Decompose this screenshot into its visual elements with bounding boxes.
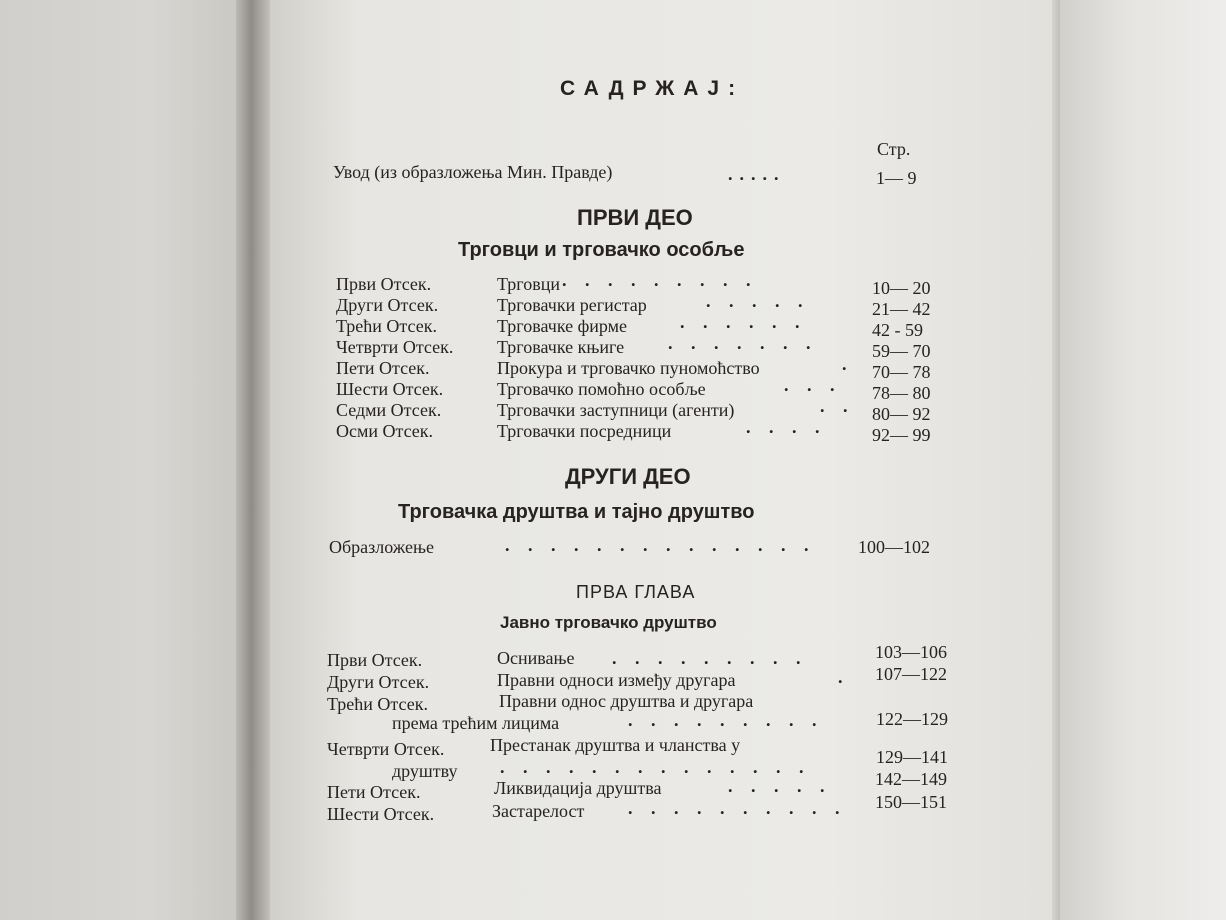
- explanation-label: Образложење: [329, 537, 434, 557]
- section-topic: Прокура и трговачко пуномоћство: [497, 358, 760, 378]
- section-topic: Трговачко помоћно особље: [497, 379, 706, 399]
- section-label: Шести Отсек.: [336, 379, 444, 399]
- intro-pages: 1— 9: [876, 168, 917, 188]
- section-topic: Застарелост: [492, 801, 585, 821]
- dot-leader: . . . . .: [728, 776, 832, 796]
- dot-leader: . . . . . . . . .: [612, 648, 808, 668]
- section-topic: Трговачки заступници (агенти): [497, 400, 735, 420]
- section-pages: 59— 70: [872, 341, 931, 361]
- page-column-label: Стр.: [877, 139, 911, 159]
- intro-leader: .....: [728, 164, 786, 184]
- dot-leader: .: [838, 667, 850, 687]
- section-topic: Трговци: [497, 274, 561, 294]
- section-label: Трећи Отсек.: [327, 694, 428, 714]
- dot-leader: . . . . . . . . .: [562, 270, 758, 290]
- section-label: Први Отсек.: [327, 650, 423, 670]
- dot-leader: . . . . . . .: [668, 333, 818, 353]
- book-gutter: [236, 0, 270, 920]
- part2-heading: ДРУГИ ДЕО: [565, 464, 691, 489]
- explanation-pages: 100—102: [858, 537, 930, 557]
- section-pages: 42 - 59: [872, 320, 923, 340]
- part2-subheading: Трговачка друштва и тајно друштво: [398, 501, 755, 523]
- dot-leader: . . . . . . . . . . . . . .: [505, 535, 816, 555]
- section-topic: Правни однос друштва и другара: [499, 691, 754, 711]
- dot-leader: . . . . . .: [680, 312, 807, 332]
- section-pages: 103—106: [875, 642, 947, 662]
- section-topic-continued: друштву: [392, 761, 458, 781]
- chapter-heading: ПРВА ГЛАВА: [576, 582, 696, 602]
- section-pages: 70— 78: [872, 362, 931, 382]
- section-label: Шести Отсек.: [327, 804, 435, 824]
- section-label: Пети Отсек.: [336, 358, 430, 378]
- section-pages: 142—149: [875, 769, 947, 789]
- section-label: Трећи Отсек.: [336, 316, 437, 336]
- table-background: [1060, 0, 1226, 920]
- dot-leader: .: [842, 354, 854, 374]
- section-topic: Правни односи између другара: [497, 670, 736, 690]
- section-topic: Трговачки регистар: [497, 295, 647, 315]
- section-label: Седми Отсек.: [336, 400, 442, 420]
- section-topic: Трговачки посредници: [497, 421, 672, 441]
- section-topic-continued: према трећим лицима: [392, 713, 560, 733]
- dot-leader: . .: [820, 396, 855, 416]
- section-pages: 150—151: [875, 792, 947, 812]
- intro-label: Увод (из образложења Мин. Правде): [333, 162, 613, 182]
- section-label: Четврти Отсек.: [327, 739, 445, 759]
- section-label: Први Отсек.: [336, 274, 432, 294]
- section-pages: 107—122: [875, 664, 947, 684]
- section-label: Други Отсек.: [327, 672, 430, 692]
- dot-leader: . . . .: [746, 417, 827, 437]
- part1-heading: ПРВИ ДЕО: [577, 205, 693, 230]
- toc-title: САДРЖАЈ:: [560, 77, 745, 100]
- dot-leader: . . . . . . . . . . . . . .: [500, 757, 811, 777]
- section-label: Пети Отсек.: [327, 782, 421, 802]
- section-pages: 21— 42: [872, 299, 931, 319]
- section-pages: 78— 80: [872, 383, 931, 403]
- chapter-subheading: Јавно трговачко друштво: [500, 613, 717, 632]
- section-label: Осми Отсек.: [336, 421, 434, 441]
- dot-leader: . . . . . . . . . .: [628, 798, 847, 818]
- dot-leader: . . . . . . . . .: [628, 710, 824, 730]
- section-pages: 80— 92: [872, 404, 931, 424]
- part1-subheading: Трговци и трговачко особље: [458, 239, 745, 261]
- section-pages: 129—141: [876, 747, 948, 767]
- section-topic: Оснивање: [497, 648, 575, 668]
- dot-leader: . . . . .: [706, 291, 810, 311]
- section-topic: Ликвидација друштва: [494, 778, 662, 798]
- section-pages: 122—129: [876, 709, 948, 729]
- section-label: Четврти Отсек.: [336, 337, 454, 357]
- dot-leader: . . .: [784, 375, 842, 395]
- section-topic: Престанак друштва и чланства у: [490, 735, 741, 755]
- section-topic: Трговачке књиге: [497, 337, 625, 357]
- section-pages: 10— 20: [872, 278, 931, 298]
- left-page: [0, 0, 250, 920]
- section-topic: Трговачке фирме: [497, 316, 628, 336]
- section-label: Други Отсек.: [336, 295, 439, 315]
- section-pages: 92— 99: [872, 425, 931, 445]
